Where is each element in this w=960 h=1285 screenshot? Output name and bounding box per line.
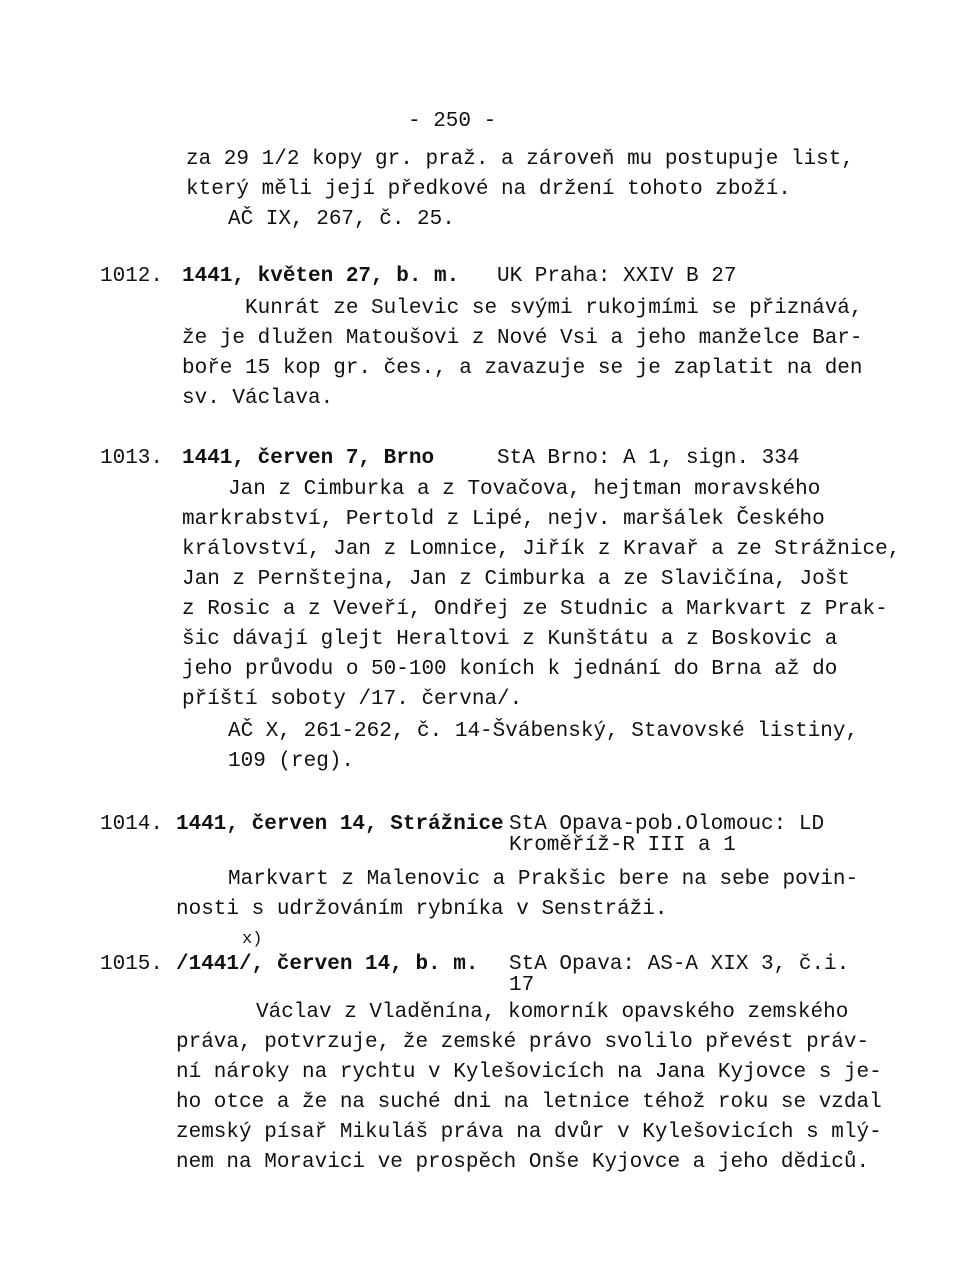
entry-text-line: Jan z Pernštejna, Jan z Cimburka a ze Slavičína, Jošt [182, 568, 850, 591]
entry-header: 1441, červen 7, Brno [182, 447, 435, 470]
entry-text-line: Kunrát ze Sulevic se svými rukojmími se přiznává, [245, 297, 863, 320]
entry-source-line: 109 (reg). [228, 750, 355, 773]
entry-source-line: AČ X, 261-262, č. 14-Švábenský, Stavovské listiny, [228, 720, 859, 743]
continuation-line: za 29 1/2 kopy gr. praž. a zároveň mu postupuje list, [186, 148, 854, 171]
entry-text-line: ní nároky na rychtu v Kylešovicích na Jana Kyjovce s je- [176, 1061, 882, 1084]
entry-header: /1441/, červen 14, b. m. [176, 953, 479, 976]
entry-text-line: ho otce a že na suché dni na letnice téhož roku se vzdal [176, 1091, 882, 1114]
entry-number: 1012. [100, 265, 164, 288]
entry-text-line: práva, potvrzuje, že zemské právo svolilo převést práv- [176, 1031, 870, 1054]
footnote-marker: x) [242, 930, 263, 949]
entry-text-line: zemský písař Mikuláš práva na dvůr v Kylešovicích s mlý- [176, 1121, 882, 1144]
entry-text-line: sv. Václava. [182, 387, 334, 410]
entry-text-line: jeho průvodu o 50-100 koních k jednání do Brna až do [182, 658, 838, 681]
entry-archive: StA Brno: A 1, sign. 334 [497, 447, 800, 470]
entry-archive: UK Praha: XXIV B 27 [497, 265, 737, 288]
continuation-line: který měli její předkové na držení tohoto zboží. [186, 178, 791, 201]
entry-text-line: nem na Moravici ve prospěch Onše Kyjovce a jeho dědiců. [176, 1151, 870, 1174]
entry-text-line: že je dlužen Matoušovi z Nové Vsi a jeho manželce Bar- [182, 327, 863, 350]
entry-archive-line: Kroměříž-R III a 1 [509, 834, 736, 857]
entry-text-line: markrabství, Pertold z Lipé, nejv. maršálek Českého [182, 508, 825, 531]
entry-archive-line: 17 [509, 974, 535, 997]
entry-text-line: Jan z Cimburka a z Tovačova, hejtman moravského [228, 478, 821, 501]
entry-text-line: z Rosic a z Veveří, Ondřej ze Studnic a Markvart z Prak- [182, 598, 888, 621]
entry-text-line: Václav z Vladěnína, komorník opavského zemského [256, 1001, 849, 1024]
entry-header: 1441, červen 14, Strážnice [176, 813, 504, 836]
entry-number: 1015. [100, 953, 164, 976]
entry-number: 1014. [100, 813, 164, 836]
entry-header: 1441, květen 27, b. m. [182, 265, 460, 288]
entry-text-line: království, Jan z Lomnice, Jiřík z Kravař a ze Strážnice, [182, 538, 901, 561]
page-number: - 250 - [408, 110, 497, 133]
continuation-source: AČ IX, 267, č. 25. [228, 208, 455, 231]
entry-archive-line: StA Opava: AS-A XIX 3, č.i. [509, 953, 850, 976]
entry-archive-line: StA Opava-pob.Olomouc: LD [509, 813, 825, 836]
entry-number: 1013. [100, 447, 164, 470]
entry-text-line: boře 15 kop gr. čes., a zavazuje se je zaplatit na den [182, 357, 863, 380]
entry-text-line: šic dávají glejt Heraltovi z Kunštátu a z Boskovic a [182, 628, 838, 651]
entry-text-line: Markvart z Malenovic a Prakšic bere na sebe povin- [228, 868, 859, 891]
entry-text-line: nosti s udržováním rybníka v Senstráži. [176, 898, 668, 921]
entry-text-line: příští soboty /17. června/. [182, 688, 523, 711]
